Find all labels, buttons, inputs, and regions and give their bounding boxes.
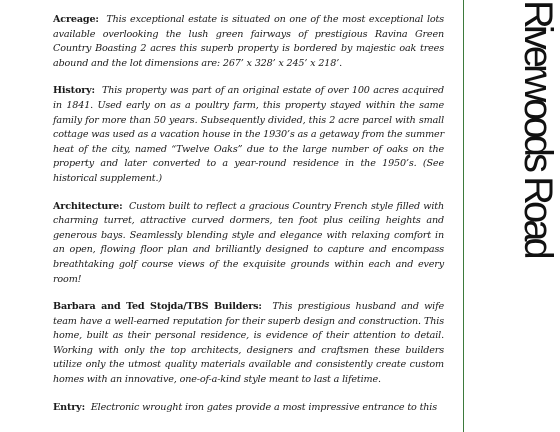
- section-heading: Acreage:: [53, 14, 99, 25]
- section-text: This exceptional estate is situated on one of the most exceptional lots available overlooking the lush green fairways of prestigious Ravina Green Country Boasting 2 acres this superb property is bordered by majestic oak trees abound and the lot dimensions are: 267’ x 328’ x 245’ x 218’.: [53, 14, 444, 69]
- section-history: [53, 84, 444, 186]
- vertical-divider: [463, 0, 464, 432]
- section-heading: Architecture:: [53, 200, 123, 212]
- section-architecture: [53, 200, 444, 288]
- section-text: This prestigious husband and wife team have a well-earned reputation for their superb design and construction. This home, built as their personal residence, is evidence of their attention to detail. Working with only the top architects, designers and craftsmen these builders utilize only the utmost quality materials available and consistently create custom homes with an innovative, one-of-a-kind style meant to last a lifetime.: [53, 301, 444, 386]
- vertical-page-title: Riverwoods Road: [516, 0, 560, 256]
- section-acreage: [53, 13, 444, 71]
- section-heading: Entry:: [53, 401, 85, 413]
- section-text: Electronic wrought iron gates provide a most impressive entrance to this: [90, 401, 437, 413]
- section-heading: Barbara and Ted Stojda/TBS Builders:: [53, 301, 262, 313]
- document-body: [53, 13, 444, 428]
- section-text: Custom built to reflect a gracious Country French style filled with charming turret, attractive curved dormers, ten foot plus ceiling heights and generous bays. Seamlessly blending style and elegance with relaxing comfort in an open, flowing floor plan and brilliantly designed to capture and encompass breathtaking golf course views of the exquisite grounds within each and every room!: [53, 200, 444, 285]
- section-entry: [53, 401, 444, 416]
- section-heading: History:: [53, 85, 95, 97]
- section-builders: [53, 300, 444, 388]
- section-text: This property was part of an original estate of over 100 acres acquired in 1841. Used early on as a poultry farm, this property stayed within the same family for more than 50 years. Subsequently divided, this 2 acre parcel with small cottage was used as a vacation house in the 1930’s as a getaway from the summer heat of the city, named “Twelve Oaks” due to the large number of oaks on the property and later converted to a year-round residence in the 1950’s. (See historical supplement.): [53, 85, 445, 184]
